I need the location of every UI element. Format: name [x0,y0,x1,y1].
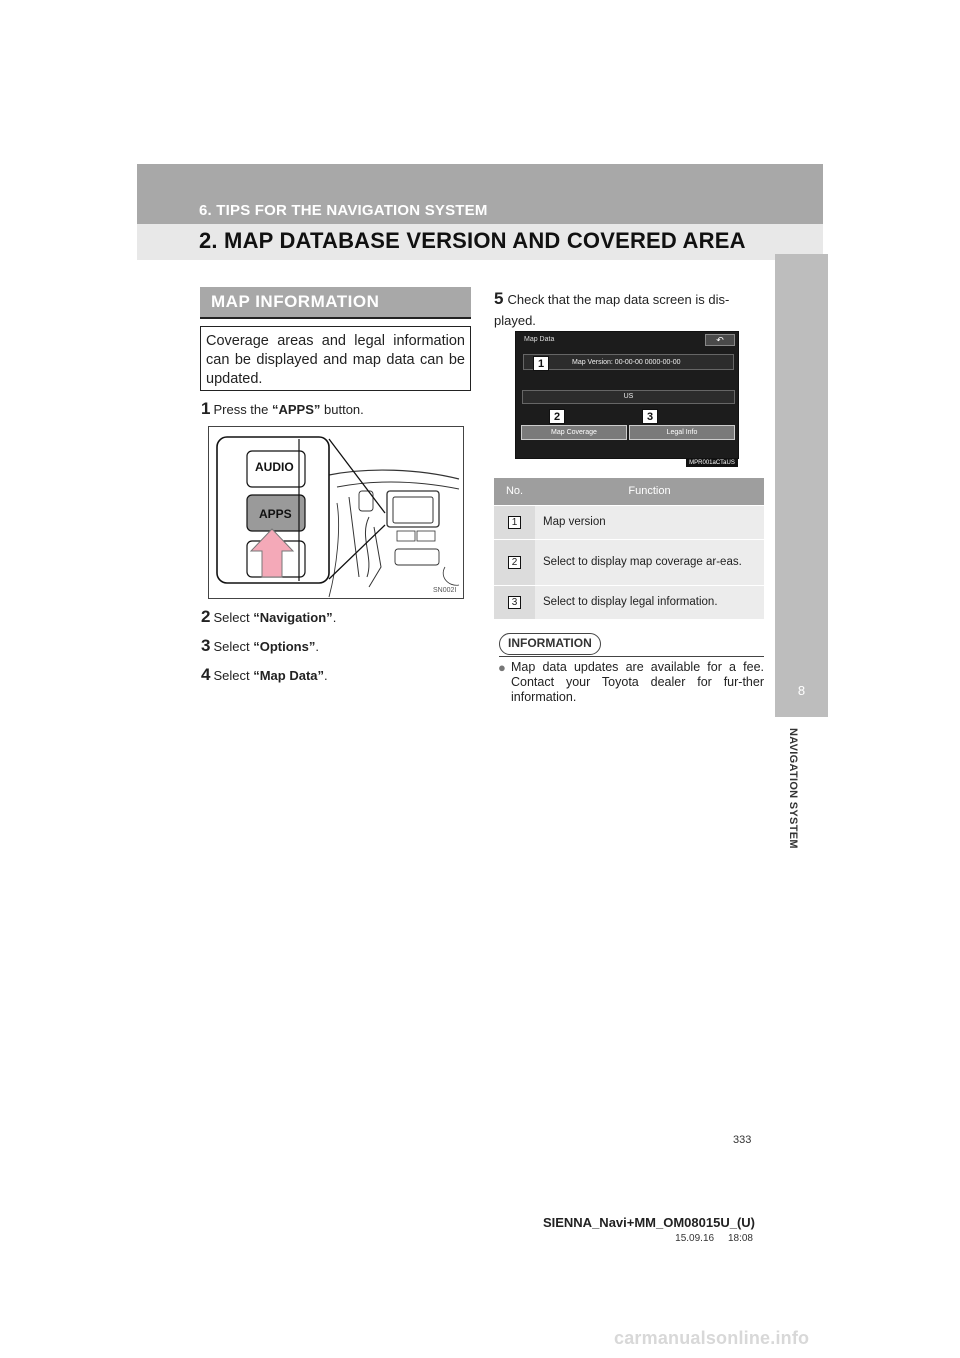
table-cell-no [494,585,535,619]
chapter-tab-text: NAVIGATION SYSTEM [787,728,799,849]
section-title: 6. TIPS FOR THE NAVIGATION SYSTEM [199,202,488,219]
information-text [498,660,764,705]
chapter-number: 8 [797,683,806,698]
step-text-end: . [332,610,337,625]
table-cell-no [494,505,535,539]
callout-2: 2 [549,409,565,424]
step-5 [494,288,764,331]
callout-3: 3 [642,409,658,424]
table-cell-function: Select to display legal information. [535,585,764,619]
step-keyword: “Map Data” [253,668,325,683]
chapter-header [137,164,823,260]
map-information-title: MAP INFORMATION [211,292,380,311]
print-stamp: 15.09.16 18:08 [675,1233,753,1244]
step-text: Select [213,668,254,683]
document-id: SIENNA_Navi+MM_OM08015U_(U) [542,1215,755,1230]
audio-button-label: AUDIO [255,460,294,474]
legal-info-button[interactable]: Legal Info [629,425,735,440]
step-3 [201,636,319,656]
step-keyword: “Options” [253,639,316,654]
table-header-function: Function [535,478,764,505]
information-label: INFORMATION [499,633,601,655]
step-number: 3 [201,636,211,655]
map-version-row [523,354,734,370]
chapter-title: 2. MAP DATABASE VERSION AND COVERED AREA [199,228,746,253]
map-data-screen [515,331,739,459]
table-row [494,505,764,539]
table-row [494,539,764,585]
step-text-end: button. [320,402,364,417]
table-header-no: No. [494,478,535,505]
step-number: 1 [201,399,211,418]
chapter-tab-label [789,728,809,868]
step-keyword: “Navigation” [253,610,333,625]
screenshot-code: MPR001aCTaUS [686,459,738,467]
table-row [494,585,764,619]
step-text: Select [213,610,254,625]
step-text: Press the [213,402,272,417]
function-table [494,478,764,619]
information-body: Map data updates are available for a fee. Contact your Toyota dealer for fur-ther information. [511,660,764,704]
number-square: 1 [508,516,521,529]
return-arrow-icon[interactable]: ↶ [705,334,735,346]
step-text: Check that the map data screen is dis-played. [494,292,730,328]
apps-button-label: APPS [259,507,292,521]
step-text: Select [213,639,254,654]
callout-1: 1 [533,356,549,371]
step-keyword: “APPS” [272,402,321,417]
apps-button-illustration [208,426,464,599]
step-2 [201,607,336,627]
watermark: carmanualsonline.info [614,1328,810,1348]
map-coverage-button[interactable]: Map Coverage [521,425,627,440]
chapter-side-tab [775,254,828,717]
table-header-row [494,478,764,505]
step-number: 2 [201,607,211,626]
step-text-end: . [315,639,319,654]
step-text-end: . [324,668,328,683]
map-data-title: Map Data [524,336,555,343]
step-number: 5 [494,289,504,308]
map-information-summary: Coverage areas and legal information can be displayed and map data can be updated. [200,326,471,391]
dashboard-drawing [209,427,464,599]
table-cell-function: Map version [535,505,764,539]
table-cell-no [494,539,535,585]
page-number: 333 [733,1134,752,1146]
bullet-icon: ● [498,660,506,675]
number-square: 2 [508,556,521,569]
step-4 [201,665,328,685]
step-1 [201,399,364,419]
map-version-text: Map Version: 00-00-00 0000-00-00 [572,359,681,366]
region-bar: US [522,390,735,404]
information-rule [499,656,764,657]
step-number: 4 [201,665,211,684]
number-square: 3 [508,596,521,609]
table-cell-function: Select to display map coverage ar-eas. [535,539,764,585]
figure-code: SN002I [433,587,457,594]
